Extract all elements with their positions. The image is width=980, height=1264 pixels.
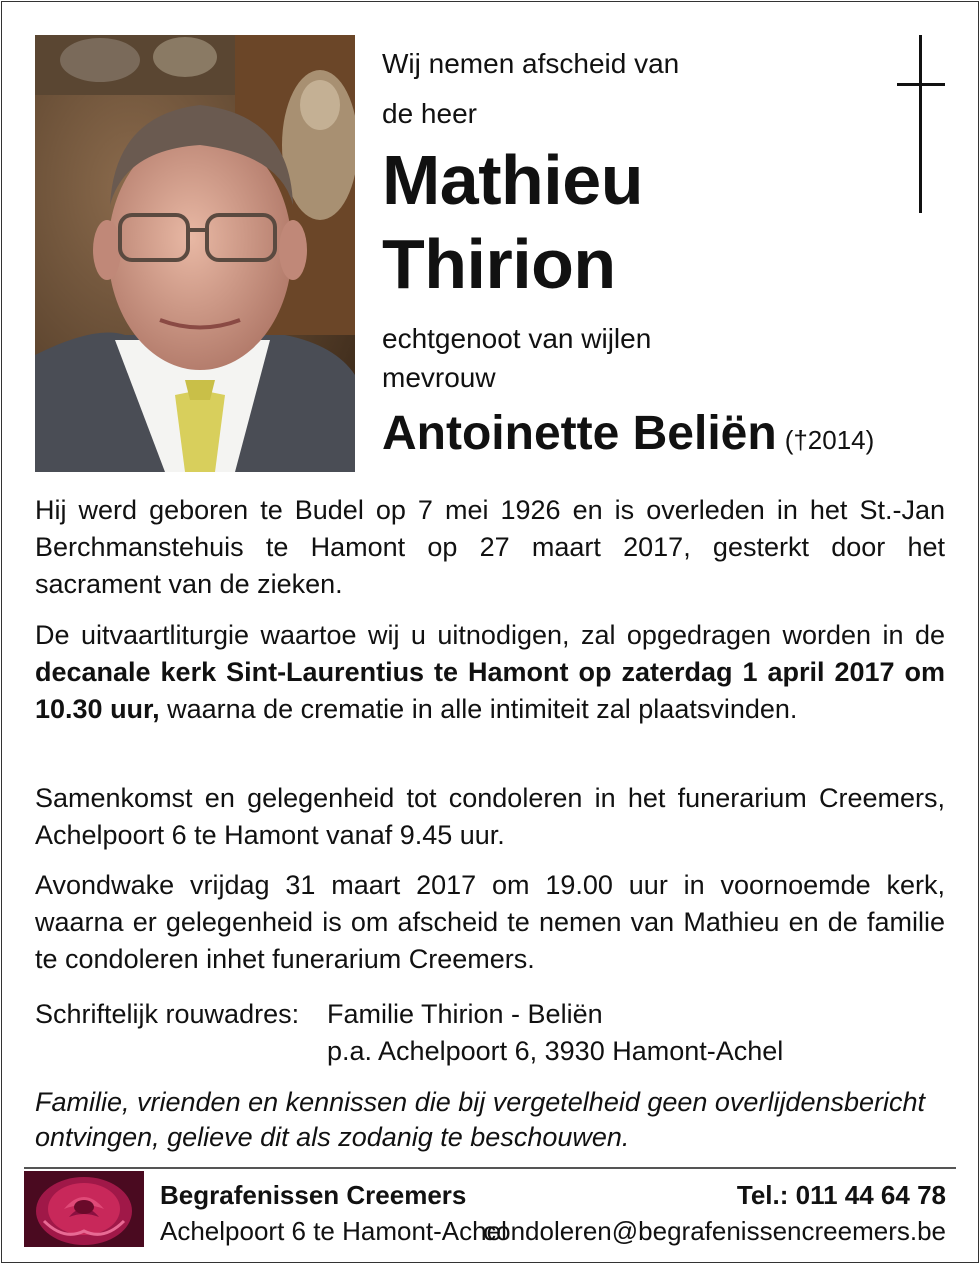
condolence-paragraph: Samenkomst en gelegenheid tot condoleren in het funerarium Creemers, Achelpoort 6 te Hamont vanaf 9.45 uur. <box>35 783 945 850</box>
cross-icon <box>897 35 945 213</box>
spouse-name-line <box>382 404 874 470</box>
closing-note: Familie, vrienden en kennissen die bij vergetelheid geen overlijdensbericht ontvingen, gelieve dit als zodanig te beschouwen. <box>35 1087 926 1152</box>
intro-line-1: Wij nemen afscheid van <box>382 48 680 79</box>
intro-line-2: de heer <box>382 98 477 129</box>
deceased-first-name: Mathieu <box>382 141 643 219</box>
footer-divider <box>24 1167 956 1169</box>
email-link[interactable]: condoleren@begrafenissencreemers.be <box>483 1216 946 1246</box>
funeral-home-address: Achelpoort 6 te Hamont-Achel <box>160 1216 507 1246</box>
spouse-name: Antoinette Beliën <box>382 407 777 460</box>
funeral-text-post: waarna de crematie in alle intimiteit zal plaatsvinden. <box>159 694 798 724</box>
deceased-last-name: Thirion <box>382 225 616 303</box>
spouse-intro-line-1: echtgenoot van wijlen <box>382 323 652 354</box>
phone-number[interactable]: Tel.: 011 44 64 78 <box>736 1180 946 1210</box>
spouse-intro-line-2: mevrouw <box>382 362 496 393</box>
rose-image <box>24 1171 144 1247</box>
address-line-2: p.a. Achelpoort 6, 3930 Hamont-Achel <box>327 1036 784 1066</box>
wake-paragraph: Avondwake vrijdag 31 maart 2017 om 19.00 uur in voornoemde kerk, waarna er gelegenheid is om afscheid te nemen van Mathieu en de familie te condoleren inhet funerarium Creemers. <box>35 870 945 974</box>
birth-death-paragraph: Hij werd geboren te Budel op 7 mei 1926 en is overleden in het St.-Jan Berchmanstehuis te Hamont op 27 maart 2017, gesterkt door het sacrament van de zieken. <box>35 495 945 599</box>
funeral-text-pre: De uitvaartliturgie waartoe wij u uitnodigen, zal opgedragen worden in de <box>35 620 945 650</box>
funeral-paragraph <box>35 617 945 728</box>
funeral-home-name: Begrafenissen Creemers <box>160 1180 467 1210</box>
spouse-death-year: (†2014) <box>784 425 875 455</box>
funeral-location-date: decanale kerk Sint-Laurentius te Hamont op zaterdag 1 april 2017 om 10.30 uur, <box>35 657 945 724</box>
portrait-photo <box>35 35 355 472</box>
address-line-1: Familie Thirion - Beliën <box>327 999 603 1029</box>
address-label: Schriftelijk rouwadres: <box>35 999 300 1029</box>
